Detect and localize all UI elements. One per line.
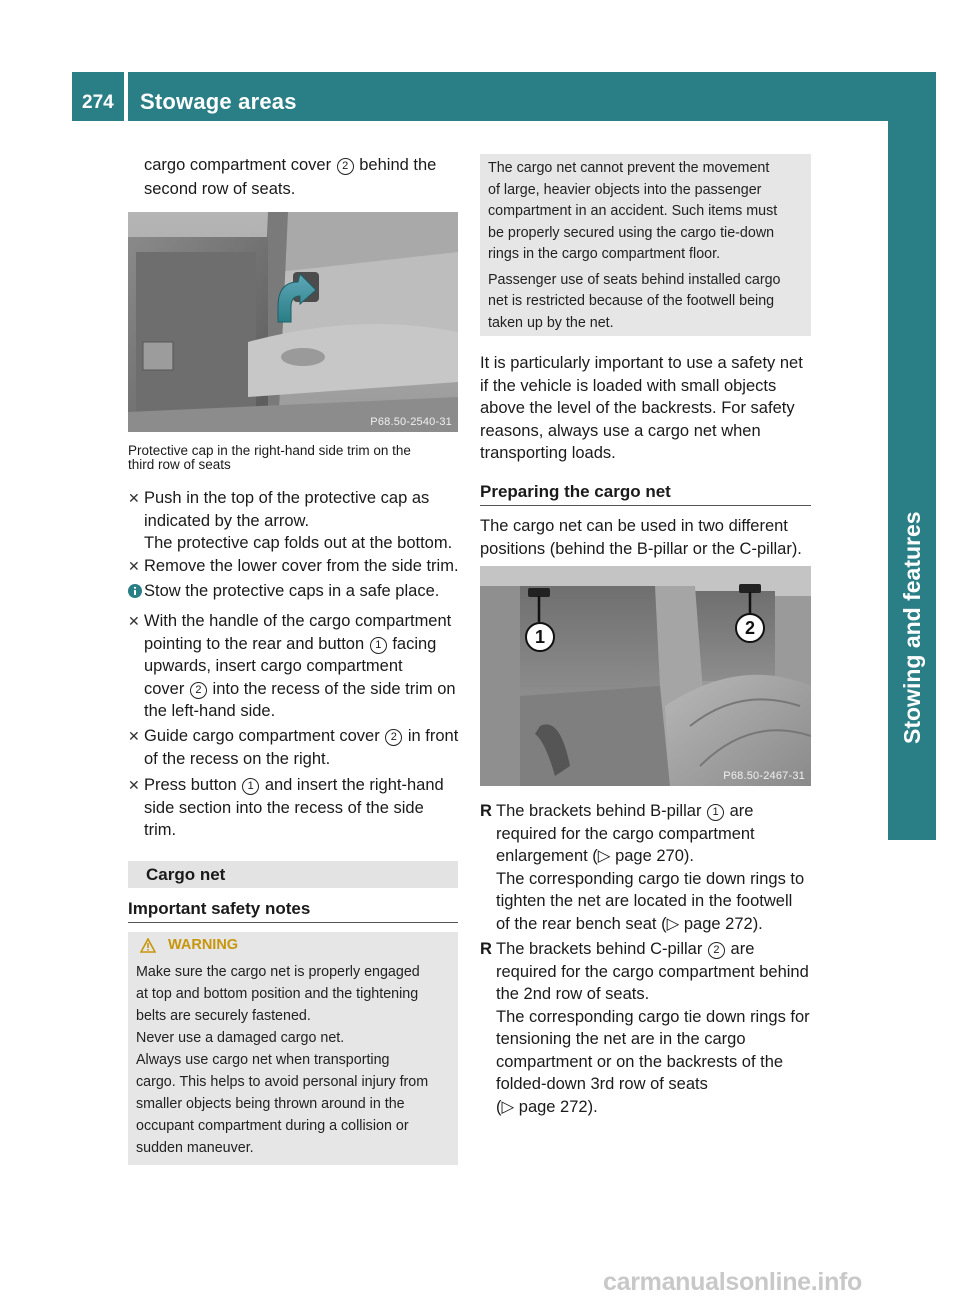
cargo-net-brackets-photo [480,566,811,786]
page-number: 274 [82,92,114,113]
callout-2-marker: 2 [735,613,765,643]
warning-text: Make sure the cargo net is properly engaged at top and bottom position and the tightening belts are securely fastened. Never use a damaged cargo net. Always use cargo net when transporting cargo. This helps to avoid personal injury from smaller objects being thrown around in the occupant compartment during a collision or sudden maneuver. [136,964,429,1156]
bullet-b-pillar: R The brackets behind B-pillar 1 are required for the cargo compartment enlargement (▷ page 270). The corresponding cargo tie down rings to tighten the net are located in the footwell of the rear bench seat (▷ page 272). [480,802,805,933]
note-text: The cargo net cannot prevent the movement of large, heavier objects into the passenger compartment in an accident. Such items must be properly secured using the cargo tie-down rings in the cargo compartment floor. Passenger use of seats behind installed cargo net is restricted because of the footwell being taken up by the net. [488,160,781,331]
step-arrow-icon: ✕ [128,728,140,744]
note-box [480,154,811,336]
step-1: ✕ Push in the top of the protective cap as indicated by the arrow. The protective cap folds out at the bottom. [128,489,453,552]
prep-paragraph: The cargo net can be used in two different positions (behind the B-pillar or the C-pillar). [480,517,802,558]
bullet-c-pillar: R The brackets behind C-pillar 2 are required for the cargo compartment behind the 2nd row of seats. The corresponding cargo tie down rings for tensioning the net are in the cargo compartment or on the backrests of the folded-down 3rd row of seats (▷ page 272). [480,940,810,1116]
page-number-box [72,72,124,121]
callout-1-ref: 1 [242,778,259,795]
protective-cap-photo [128,212,458,432]
info-note: Stow the protective caps in a safe place. [128,580,460,603]
section-title: Cargo net [146,865,226,884]
callout-1-ref: 1 [370,637,387,654]
safety-paragraph: It is particularly important to use a safety net if the vehicle is loaded with small objects above the level of the backrests. For safety reasons, always use a cargo net when transporting loads. [480,354,803,462]
header-divider [124,72,128,121]
page-header [72,72,888,121]
section-heading-bar [128,861,458,888]
photo-caption: Protective cap in the right-hand side trim on the third row of seats [128,443,411,472]
step-2: ✕ Remove the lower cover from the side trim. [128,555,460,578]
step-arrow-icon: ✕ [128,777,140,793]
vehicle-interior-image [480,566,811,786]
callout-2-ref: 2 [708,942,725,959]
callout-2-ref: 2 [385,729,402,746]
warning-triangle-icon [140,938,156,953]
step-3: ✕ With the handle of the cargo compartment pointing to the rear and button 1 facing upwards, insert cargo compartment cover 2 into the recess of the side trim on the left-hand side. [128,612,456,720]
callout-1-marker: 1 [525,622,555,652]
step-4: ✕ Guide cargo compartment cover 2 in front of the recess on the right. [128,727,459,768]
callout-2-ref: 2 [337,158,354,175]
bullet-icon: R [480,802,492,820]
callout-2-ref: 2 [190,682,207,699]
subsection-heading-2: Preparing the cargo net [480,482,811,506]
image-code: P68.50-2540-31 [370,416,452,428]
step-arrow-icon: ✕ [128,490,140,506]
step-arrow-icon: ✕ [128,558,140,574]
watermark: carmanualsonline.info [603,1268,863,1296]
intro-text: cargo compartment cover 2 behind the second row of seats. [144,156,437,198]
chapter-sidebar [888,72,936,840]
image-code: P68.50-2467-31 [723,770,805,782]
trunk-interior-image [128,212,458,432]
step-arrow-icon: ✕ [128,613,140,629]
chapter-title: Stowing and features [899,511,925,744]
bullet-icon: R [480,940,492,958]
warning-box [128,932,458,1165]
info-icon [128,584,142,598]
warning-title: WARNING [168,937,239,953]
step-5: ✕ Press button 1 and insert the right-hand side section into the recess of the side trim. [128,776,444,839]
page-title: Stowage areas [140,89,297,114]
callout-1-ref: 1 [707,804,724,821]
subsection-heading: Important safety notes [128,899,458,923]
